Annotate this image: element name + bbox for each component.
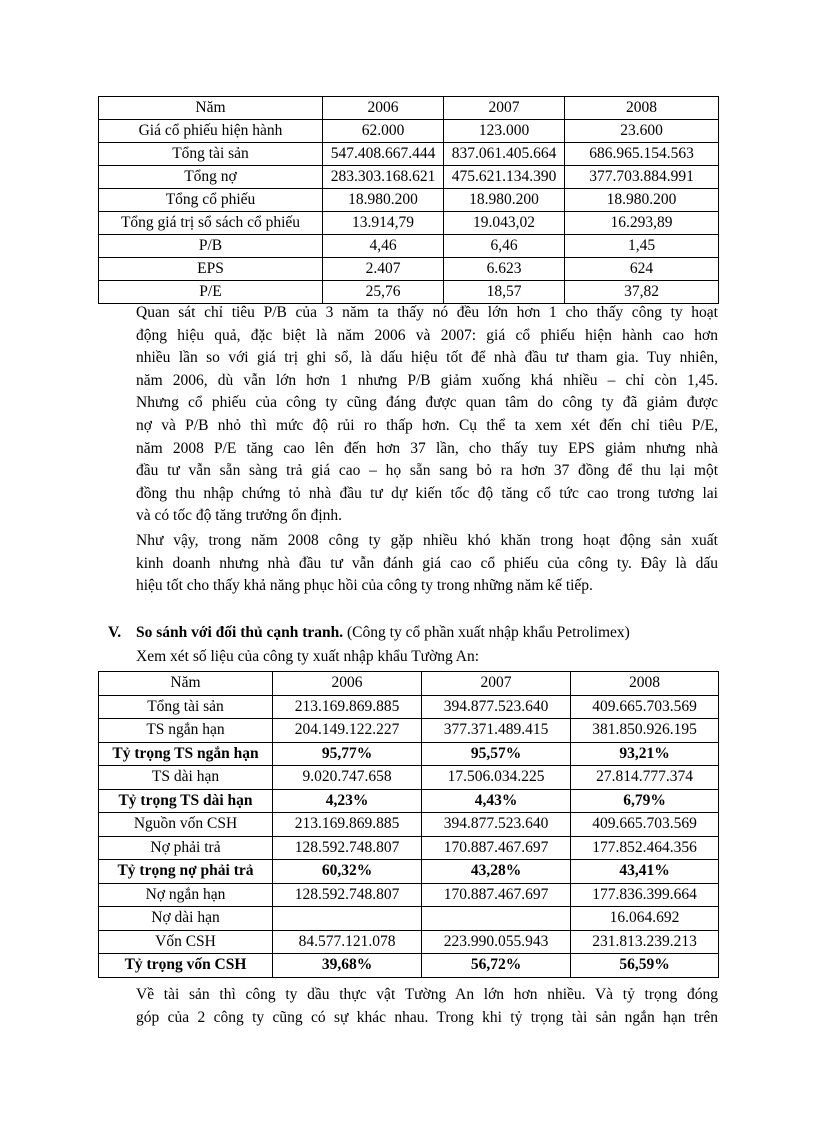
competitor-table [98,671,719,978]
table-cell: 283.303.168.621 [323,166,444,189]
table-cell: 1,45 [565,235,719,258]
table-cell: Tổng tài sản [99,143,323,166]
table-cell: Nợ ngắn hạn [99,883,273,907]
paragraph-line: hiệu tốt cho thấy khả năng phục hồi của công ty trong những năm kế tiếp. [136,577,593,595]
paragraph-line: nợ và P/B nhỏ thì mức độ rủi ro thấp hơn. Cụ thể ta xem xét đến chỉ tiêu P/E, [136,416,718,434]
table-cell: TS ngắn hạn [99,719,273,743]
paragraph-line: đầu tư vẫn sẵn sàng trả giá cao – họ sẵn sang bỏ ra hơn 37 đồng để thu lại một [136,462,718,480]
table-cell: 394.877.523.640 [422,813,571,837]
table-cell [422,907,571,931]
paragraph-line: đồng thu nhập chứng tỏ nhà đầu tư dự kiến tốc độ tăng cổ tức cao trong tương lai [136,484,718,502]
table-cell: 475.621.134.390 [444,166,565,189]
table-row [99,836,719,860]
table-cell: 18.980.200 [565,189,719,212]
table-cell: Vốn CSH [99,930,273,954]
table-cell: 837.061.405.664 [444,143,565,166]
table-cell: 624 [565,258,719,281]
table-row [99,235,719,258]
paragraph-line: nhiều lần so với giá trị ghi sổ, là dấu hiệu tốt để nhà đầu tư tham gia. Tuy nhiên, [136,349,718,367]
pe-pb-table [98,96,719,304]
table-cell: 377.703.884.991 [565,166,719,189]
section-number: V. [108,624,122,641]
table-header-row [99,672,719,696]
table-cell: 128.592.748.807 [273,883,422,907]
table-cell: 95,77% [273,742,422,766]
table-cell: Tỷ trọng vốn CSH [99,954,273,978]
table-cell: 18.980.200 [323,189,444,212]
table-row [99,695,719,719]
table-cell: Tỷ trọng TS ngắn hạn [99,742,273,766]
table-cell: 84.577.121.078 [273,930,422,954]
table-cell: 123.000 [444,120,565,143]
table-header-row [99,97,719,120]
table-cell: 13.914,79 [323,212,444,235]
table-cell: 394.877.523.640 [422,695,571,719]
section-subtitle: (Công ty cổ phần xuất nhập khẩu Petrolimex) [343,624,630,641]
table-cell: TS dài hạn [99,766,273,790]
table-cell: 56,59% [571,954,719,978]
paragraph-line: năm 2006, dù vẫn lớn hơn 1 nhưng P/B giảm xuống khá nhiều – chỉ còn 1,45. [136,371,718,389]
table-cell: 17.506.034.225 [422,766,571,790]
table-row [99,860,719,884]
table-cell: EPS [99,258,323,281]
table-cell: P/B [99,235,323,258]
table-row [99,789,719,813]
paragraph-line: kinh doanh nhưng nhà đầu tư vẫn đánh giá cao cổ phiếu của công ty. Đây là dấu [136,554,718,572]
table-row [99,742,719,766]
table-cell: 2.407 [323,258,444,281]
table-cell: Tổng tài sản [99,695,273,719]
table-cell: Tỷ trọng TS dài hạn [99,789,273,813]
table-row [99,281,719,304]
table-cell: 39,68% [273,954,422,978]
table-cell: 2006 [323,97,444,120]
table-cell: 18,57 [444,281,565,304]
table-cell: 223.990.055.943 [422,930,571,954]
table-cell: Nợ phải trả [99,836,273,860]
table-cell: 16.293,89 [565,212,719,235]
table-cell: 9.020.747.658 [273,766,422,790]
table-cell: 6,46 [444,235,565,258]
table-cell: 177.836.399.664 [571,883,719,907]
table-cell: Nguồn vốn CSH [99,813,273,837]
table-cell: 60,32% [273,860,422,884]
table-cell: 409.665.703.569 [571,813,719,837]
table-cell: 4,23% [273,789,422,813]
table-row [99,120,719,143]
table-cell: 204.149.122.227 [273,719,422,743]
paragraph-line: Nhưng cổ phiếu của công ty cũng đáng được quan tâm do công ty đã giảm được [136,394,718,412]
table-cell: 381.850.926.195 [571,719,719,743]
table-cell: 2008 [565,97,719,120]
table-cell: 4,43% [422,789,571,813]
table-cell: 547.408.667.444 [323,143,444,166]
paragraph-line: Về tài sản thì công ty dầu thực vật Tường An lớn hơn nhiều. Và tỷ trọng đóng [136,986,718,1003]
table-cell: 18.980.200 [444,189,565,212]
table-cell: 95,57% [422,742,571,766]
intro-line: Xem xét số liệu của công ty xuất nhập khẩu Tường An: [136,648,480,665]
paragraph-line: động hiệu quả, đặc biệt là năm 2006 và 2007: giá cổ phiếu hiện hành cao hơn [136,326,718,344]
paragraph-line: năm 2008 P/E tăng cao lên đến hơn 37 lần, cho thấy tuy EPS giảm nhưng nhà [136,439,718,457]
table-row [99,883,719,907]
conclusion-paragraph [136,530,718,598]
table-cell: 19.043,02 [444,212,565,235]
table-cell: 213.169.869.885 [273,695,422,719]
table-row [99,954,719,978]
table-cell: 177.852.464.356 [571,836,719,860]
table-row [99,212,719,235]
table-cell: 231.813.239.213 [571,930,719,954]
table-cell: 2007 [444,97,565,120]
table-cell: 409.665.703.569 [571,695,719,719]
table-cell: 213.169.869.885 [273,813,422,837]
table-cell: Giá cổ phiếu hiện hành [99,120,323,143]
table-row [99,166,719,189]
table-row [99,813,719,837]
table-cell: 4,46 [323,235,444,258]
table-row [99,189,719,212]
table-cell: Tổng nợ [99,166,323,189]
comparison-paragraph [136,984,718,1029]
table-cell: 2006 [273,672,422,696]
table-row [99,766,719,790]
paragraph-line: và có tốc độ tăng trưởng ổn định. [136,507,343,525]
table-cell [273,907,422,931]
table-cell: 6,79% [571,789,719,813]
table-cell: 170.887.467.697 [422,836,571,860]
section-heading [108,624,630,642]
paragraph-line: Quan sát chỉ tiêu P/B của 3 năm ta thấy nó đều lớn hơn 1 cho thấy công ty hoạt [136,304,718,321]
table-cell: 6.623 [444,258,565,281]
table-cell: Năm [99,672,273,696]
table-row [99,930,719,954]
table-cell: 23.600 [565,120,719,143]
table-cell: 37,82 [565,281,719,304]
table-cell: 62.000 [323,120,444,143]
table-cell: 2007 [422,672,571,696]
section-title: So sánh với đối thủ cạnh tranh. [136,624,344,641]
table-cell: Tổng giá trị sổ sách cổ phiếu [99,212,323,235]
table-row [99,719,719,743]
table-cell: 128.592.748.807 [273,836,422,860]
table-cell: 2008 [571,672,719,696]
table-cell: P/E [99,281,323,304]
table-cell: 16.064.692 [571,907,719,931]
table-row [99,907,719,931]
table-cell: 377.371.489.415 [422,719,571,743]
table-cell: 27.814.777.374 [571,766,719,790]
table-row [99,258,719,281]
paragraph-line: góp của 2 công ty cũng có sự khác nhau. Trong khi tỷ trọng tài sản ngắn hạn trên [136,1008,718,1026]
table-row [99,143,719,166]
table-cell: Năm [99,97,323,120]
table-cell: 56,72% [422,954,571,978]
table-cell: 93,21% [571,742,719,766]
table-cell: 686.965.154.563 [565,143,719,166]
table-cell: 25,76 [323,281,444,304]
table-cell: Tỷ trọng nợ phải trả [99,860,273,884]
analysis-paragraph [136,302,718,528]
table-cell: 170.887.467.697 [422,883,571,907]
table-cell: Tổng cổ phiếu [99,189,323,212]
table-cell: 43,28% [422,860,571,884]
paragraph-line: Như vậy, trong năm 2008 công ty gặp nhiều khó khăn trong hoạt động sản xuất [136,532,718,549]
table-cell: 43,41% [571,860,719,884]
table-cell: Nợ dài hạn [99,907,273,931]
